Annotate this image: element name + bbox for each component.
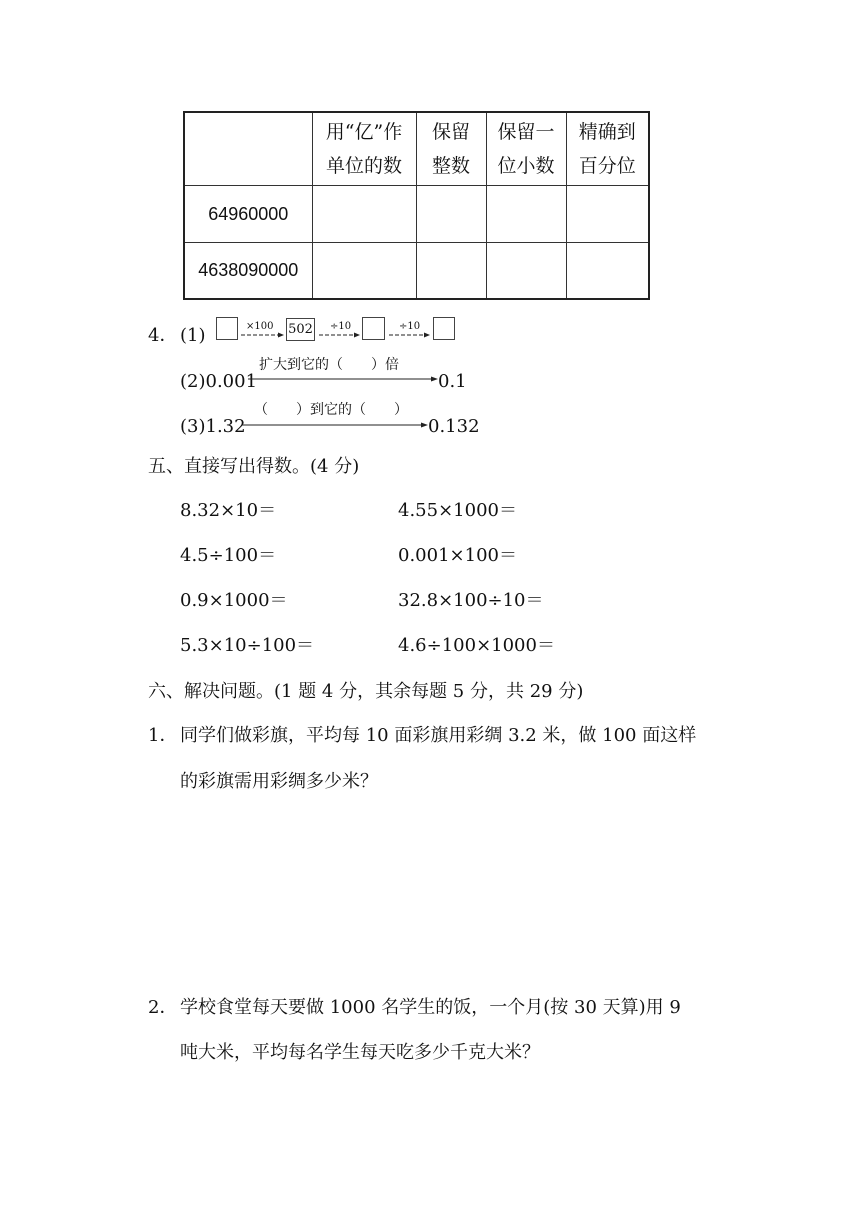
q4-part2-arrow-label: 扩大到它的（ ）倍 xyxy=(259,357,399,373)
table-header-cell: 保留一 位小数 xyxy=(486,112,566,185)
q4-op-label: ×100 xyxy=(246,321,274,332)
answer-cell[interactable] xyxy=(566,242,649,299)
answer-cell[interactable] xyxy=(416,242,486,299)
problem-text: 学校食堂每天要做 1000 名学生的饭，一个月(按 30 天算)用 9 xyxy=(180,997,681,1018)
table-header-cell: 保留 整数 xyxy=(416,112,486,185)
section5-heading: 五、直接写出得数。(4 分) xyxy=(148,456,360,477)
table-row xyxy=(184,185,649,242)
table-header-cell: 精确到 百分位 xyxy=(566,112,649,185)
q4-part3-arrow-label: （ ）到它的（ ） xyxy=(254,402,408,418)
answer-cell[interactable] xyxy=(312,185,416,242)
calc-item: 0.001×100＝ xyxy=(398,545,517,566)
answer-cell[interactable] xyxy=(486,185,566,242)
problem-text: 同学们做彩旗，平均每 10 面彩旗用彩绸 3.2 米，做 100 面这样 xyxy=(180,725,697,746)
arrow-icon xyxy=(248,376,438,382)
problem-number: 2． xyxy=(148,997,178,1018)
calc-item: 4.5÷100＝ xyxy=(180,545,277,566)
calc-item: 4.6÷100×1000＝ xyxy=(398,635,555,656)
q4-part2-end: 0.1 xyxy=(438,371,467,392)
q4-part1-label: (1) xyxy=(180,325,206,346)
q4-part3-start: (3)1.32 xyxy=(180,416,246,437)
known-value-box: 502 xyxy=(286,318,315,341)
table-header-row xyxy=(184,112,649,185)
answer-cell[interactable] xyxy=(486,242,566,299)
answer-box[interactable] xyxy=(362,317,385,340)
problem-text: 的彩旗需用彩绸多少米？ xyxy=(180,771,378,792)
problem-number: 1． xyxy=(148,725,178,746)
problem-text: 吨大米，平均每名学生每天吃多少千克大米？ xyxy=(180,1042,540,1063)
section6-heading: 六、解决问题。(1 题 4 分，其余每题 5 分，共 29 分) xyxy=(148,681,584,702)
table-header-cell: 用“亿”作 单位的数 xyxy=(312,112,416,185)
table-header-cell xyxy=(184,112,312,185)
rounding-table xyxy=(183,111,650,300)
arrow-icon xyxy=(388,332,430,338)
q4-op-label: ÷10 xyxy=(330,321,352,332)
calc-item: 8.32×10＝ xyxy=(180,500,277,521)
calc-item: 4.55×1000＝ xyxy=(398,500,517,521)
q4-part3-end: 0.132 xyxy=(428,416,480,437)
arrow-icon xyxy=(318,332,360,338)
table-row-number: 64960000 xyxy=(184,185,312,242)
answer-cell[interactable] xyxy=(416,185,486,242)
calc-item: 0.9×1000＝ xyxy=(180,590,288,611)
q4-op-label: ÷10 xyxy=(399,321,421,332)
calc-item: 5.3×10÷100＝ xyxy=(180,635,315,656)
table-row xyxy=(184,242,649,299)
answer-box[interactable] xyxy=(216,317,238,340)
table-row-number: 4638090000 xyxy=(184,242,312,299)
answer-box[interactable] xyxy=(433,317,455,340)
answer-cell[interactable] xyxy=(566,185,649,242)
arrow-icon xyxy=(240,332,284,338)
calc-item: 32.8×100÷10＝ xyxy=(398,590,544,611)
q4-part2-start: (2)0.001 xyxy=(180,371,258,392)
q4-number: 4． xyxy=(148,325,178,346)
answer-cell[interactable] xyxy=(312,242,416,299)
arrow-icon xyxy=(242,422,428,428)
